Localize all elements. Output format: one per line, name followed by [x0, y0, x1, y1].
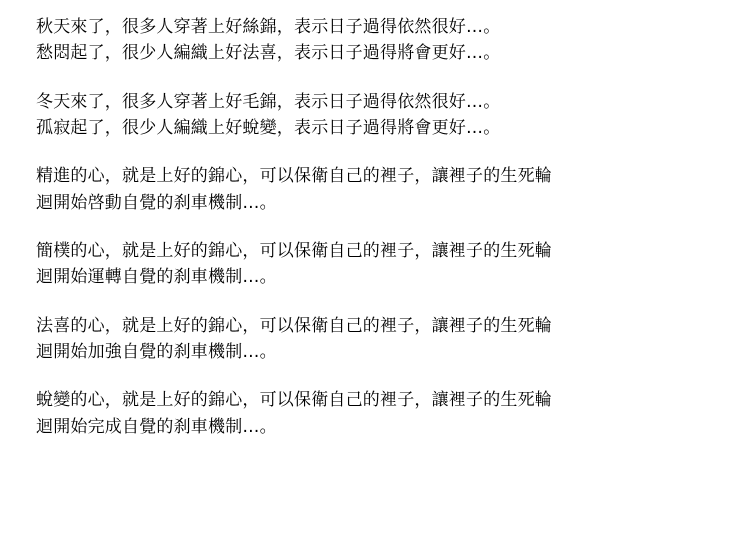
paragraph-6-line-2: 迴開始完成自覺的刹車機制…。 [36, 416, 277, 437]
paragraph-2-line-1: 冬天來了，很多人穿著上好毛錦，表示日子過得依然很好…。 [36, 91, 501, 112]
paragraph-3-line-2: 迴開始啓動自覺的刹車機制…。 [36, 192, 277, 213]
paragraph-6-line-1: 蛻變的心，就是上好的錦心，可以保衛自己的裡子，讓裡子的生死輪 [36, 390, 552, 411]
paragraph-5-line-2: 迴開始加強自覺的刹車機制…。 [36, 342, 277, 363]
paragraph-2-line-2: 孤寂起了，很少人編織上好蛻變，表示日子過得將會更好…。 [36, 118, 501, 139]
paragraph-1-line-1: 秋天來了，很多人穿著上好絲錦，表示日子過得依然很好…。 [36, 17, 501, 37]
paragraph-1-line-2: 愁悶起了，很少人編織上好法喜，表示日子過得將會更好…。 [36, 43, 501, 64]
paragraph-3-line-1: 精進的心，就是上好的錦心，可以保衛自己的裡子，讓裡子的生死輪 [36, 166, 552, 187]
paragraph-4-line-1: 簡樸的心，就是上好的錦心，可以保衛自己的裡子，讓裡子的生死輪 [36, 241, 552, 262]
paragraph-4-line-2: 迴開始運轉自覺的刹車機制…。 [36, 267, 277, 288]
paragraph-5-line-1: 法喜的心，就是上好的錦心，可以保衛自己的裡子，讓裡子的生死輪 [36, 315, 552, 336]
